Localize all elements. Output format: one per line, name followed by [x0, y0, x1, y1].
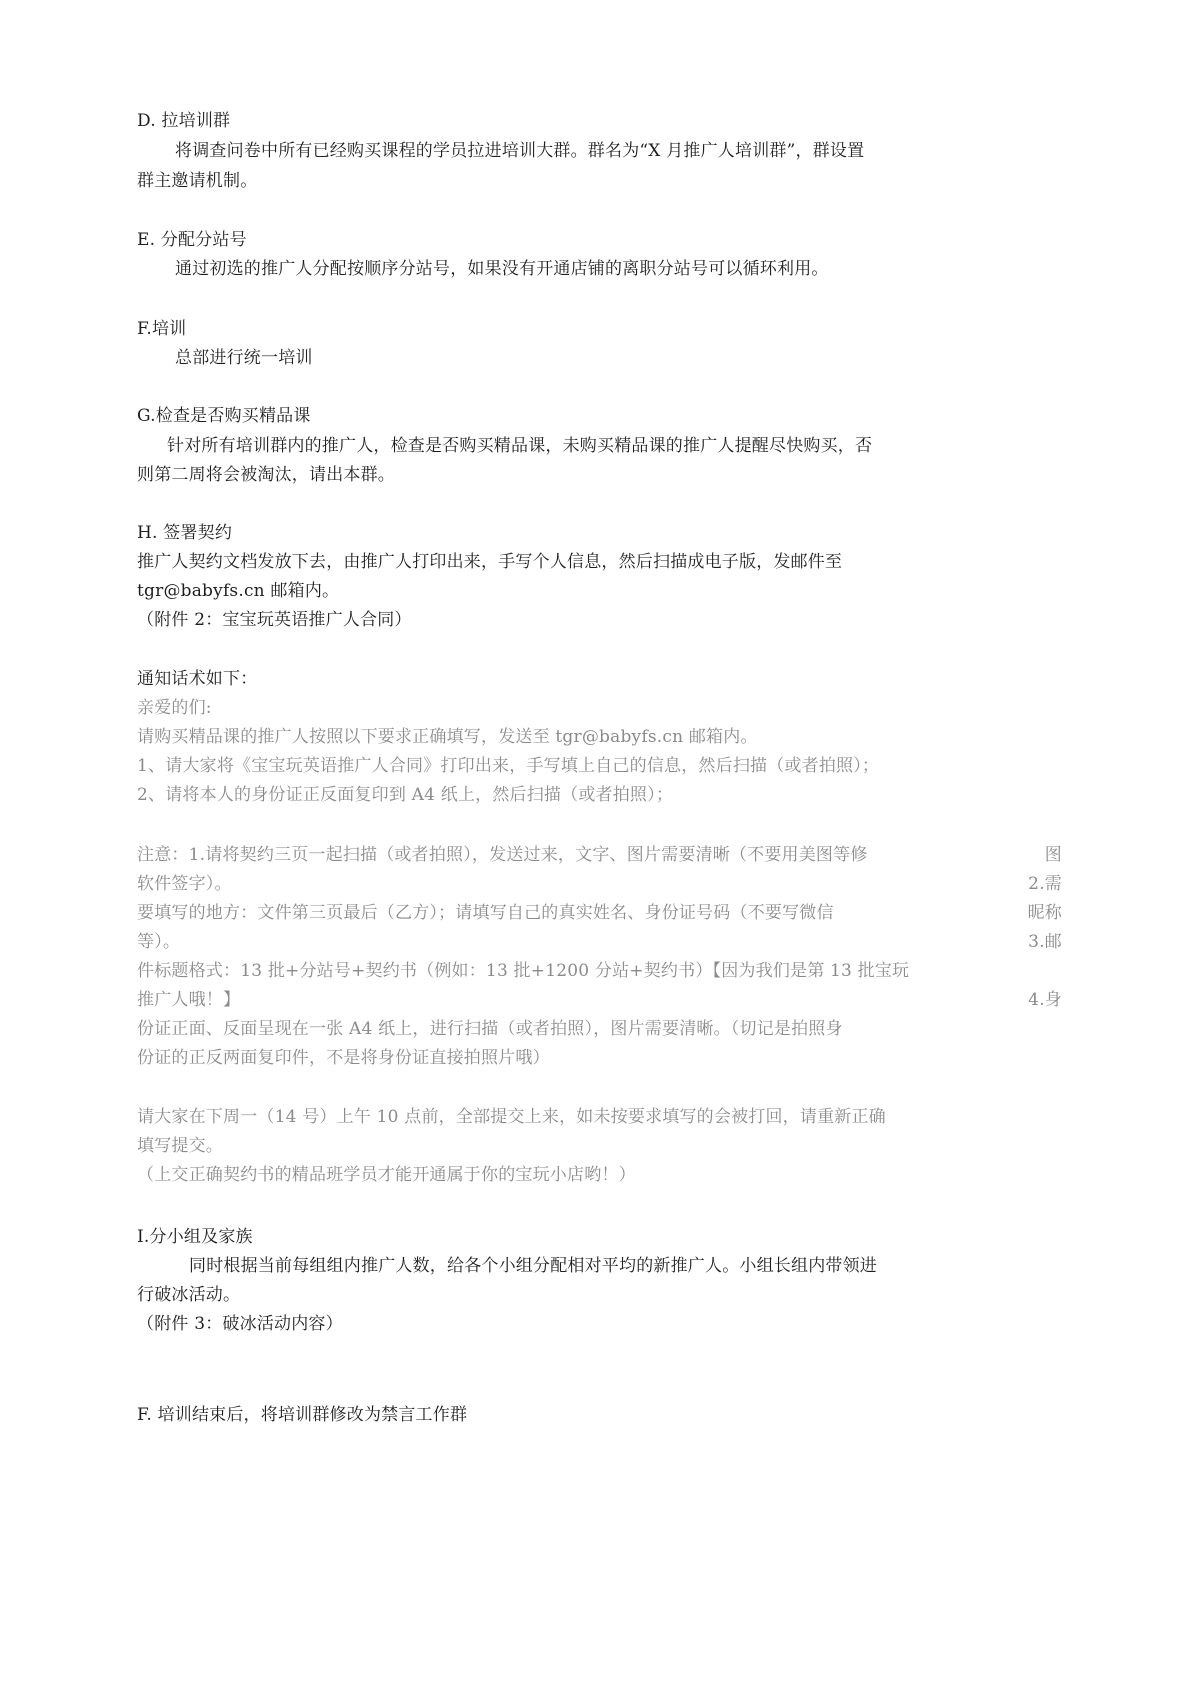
notice-note-line-6-end: 4.身 [1028, 990, 1062, 1010]
notice-note-line-4: 等）。 [137, 932, 181, 952]
section-f2-heading: F. 培训结束后，将培训群修改为禁言工作群 [137, 1405, 468, 1425]
notice-greeting: 亲爱的们: [137, 698, 212, 718]
notice-heading: 通知话术如下： [137, 669, 258, 689]
section-g-heading: G.检查是否购买精品课 [137, 406, 311, 426]
notice-note-line-4-end: 3.邮 [1028, 932, 1062, 952]
section-h-email: tgr@babyfs.cn 邮箱内。 [137, 581, 340, 601]
notice-deadline: 请大家在下周一（14 号）上午 10 点前，全部提交上来，如未按要求填写的会被打回，请重新正确 [137, 1107, 886, 1127]
notice-intro: 请购买精品课的推广人按照以下要求正确填写，发送至 tgr@babyfs.cn 邮箱内。 [137, 727, 758, 747]
section-g-body: 针对所有培训群内的推广人，检查是否购买精品课，未购买精品课的推广人提醒尽快购买，否 [167, 436, 873, 456]
section-i-attachment: （附件 3：破冰活动内容） [137, 1314, 343, 1334]
notice-note-line-2: 软件签字）。 [137, 874, 232, 894]
notice-footer: （上交正确契约书的精品班学员才能开通属于你的宝玩小店哟！） [137, 1165, 636, 1185]
section-i-heading: I.分小组及家族 [137, 1227, 253, 1247]
section-f-body: 总部进行统一培训 [175, 348, 313, 368]
section-d-body: 将调查问卷中所有已经购买课程的学员拉进培训大群。群名为“X 月推广人培训群”，群设置 [175, 141, 865, 161]
section-e-heading: E. 分配分站号 [137, 230, 247, 250]
notice-deadline-cont: 填写提交。 [137, 1136, 223, 1156]
section-h-heading: H. 签署契约 [137, 523, 233, 543]
notice-note-line-6: 推广人哦！】 [137, 990, 241, 1010]
section-e-body: 通过初选的推广人分配按顺序分站号，如果没有开通店铺的离职分站号可以循环利用。 [175, 259, 829, 279]
section-g-body-cont: 则第二周将会被淘汰，请出本群。 [137, 465, 395, 485]
section-h-attachment: （附件 2：宝宝玩英语推广人合同） [137, 610, 412, 630]
notice-note-line-8: 份证的正反两面复印件，不是将身份证直接拍照片哦） [137, 1048, 550, 1068]
notice-note-line-1-end: 图 [1044, 845, 1062, 865]
notice-item-2: 2、请将本人的身份证正反面复印到 A4 纸上，然后扫描（或者拍照）； [137, 785, 674, 805]
notice-note-line-1: 注意：1.请将契约三页一起扫描（或者拍照），发送过来，文字、图片需要清晰（不要用美图等修 [137, 845, 868, 865]
section-i-body: 同时根据当前每组组内推广人数，给各个小组分配相对平均的新推广人。小组长组内带领进 [189, 1256, 877, 1276]
notice-note-line-3-end: 昵称 [1027, 903, 1062, 923]
section-d-heading: D. 拉培训群 [137, 111, 231, 131]
section-i-body-cont: 行破冰活动。 [137, 1285, 241, 1305]
notice-note-line-2-end: 2.需 [1028, 874, 1062, 894]
section-f-heading: F.培训 [137, 319, 187, 339]
notice-item-1: 1、请大家将《宝宝玩英语推广人合同》打印出来，手写填上自己的信息，然后扫描（或者拍照）； [137, 756, 880, 776]
notice-note-line-7: 份证正面、反面呈现在一张 A4 纸上，进行扫描（或者拍照），图片需要清晰。（切记是拍照身 [137, 1019, 843, 1039]
section-h-body: 推广人契约文档发放下去，由推广人打印出来，手写个人信息，然后扫描成电子版，发邮件至 [137, 552, 843, 572]
notice-note-line-5: 件标题格式：13 批+分站号+契约书（例如：13 批+1200 分站+契约书）【因为我们是第 13 批宝玩 [137, 961, 910, 981]
section-d-body-cont: 群主邀请机制。 [137, 171, 258, 191]
notice-note-line-3: 要填写的地方：文件第三页最后（乙方）；请填写自己的真实姓名、身份证号码（不要写微信 [137, 903, 834, 923]
